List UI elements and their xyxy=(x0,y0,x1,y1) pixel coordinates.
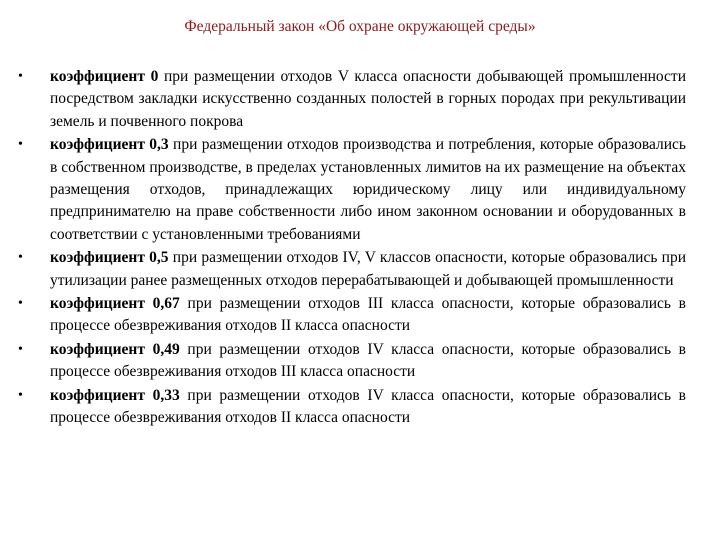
coefficient-description: при размещении отходов III класса опасности, которые образовались в процессе обезвреживания отходов II класса опасности xyxy=(50,295,686,335)
list-item xyxy=(18,134,686,246)
bullet-icon: • xyxy=(18,137,23,153)
coefficient-label: коэффициент 0,67 xyxy=(50,295,180,313)
coefficient-description: при размещении отходов IV, V классов опасности, которые образовались при утилизации ранее размещенных отходов перерабатывающей и добывающей промышленности xyxy=(50,249,687,289)
bullet-icon: • xyxy=(18,387,23,403)
page-title: Федеральный закон «Об охране окружающей среды» xyxy=(184,18,536,35)
bullet-icon: • xyxy=(18,250,23,266)
coefficient-label: коэффициент 0,33 xyxy=(50,386,180,404)
list-item xyxy=(18,385,686,430)
coefficient-description: при размещении отходов производства и потребления, которые образовались в собственном производстве, в пределах установленных лимитов на их размещение на объектах размещения отходов, принадлежащих юридическому лицу или индивидуальному предпринимателю на праве собственности либо ином законном основании и оборудованных в соответствии с установленными требованиями xyxy=(50,136,686,243)
list-item xyxy=(18,293,686,338)
list-item xyxy=(18,339,686,384)
coefficient-label: коэффициент 0,3 xyxy=(50,136,169,154)
bullet-icon: • xyxy=(18,69,23,84)
coefficient-description: при размещении отходов IV класса опасности, которые образовались в процессе обезвреживания отходов III класса опасности xyxy=(50,340,686,381)
coefficient-list xyxy=(18,66,686,431)
list-item xyxy=(18,66,686,133)
list-item xyxy=(18,247,686,292)
bullet-icon: • xyxy=(18,341,23,357)
coefficient-label: коэффициент 0,49 xyxy=(50,340,180,358)
bullet-icon: • xyxy=(18,296,23,312)
coefficient-description: при размещении отходов IV класса опасности, которые образовались в процессе обезвреживания отходов II класса опасности xyxy=(50,386,686,427)
coefficient-label: коэффициент 0 xyxy=(50,68,159,85)
coefficient-description: при размещении отходов V класса опасности добывающей промышленности посредством закладки искусственно созданных полостей в горных породах при рекультивации земель и почвенного покрова xyxy=(50,68,687,130)
coefficient-label: коэффициент 0,5 xyxy=(50,249,169,267)
